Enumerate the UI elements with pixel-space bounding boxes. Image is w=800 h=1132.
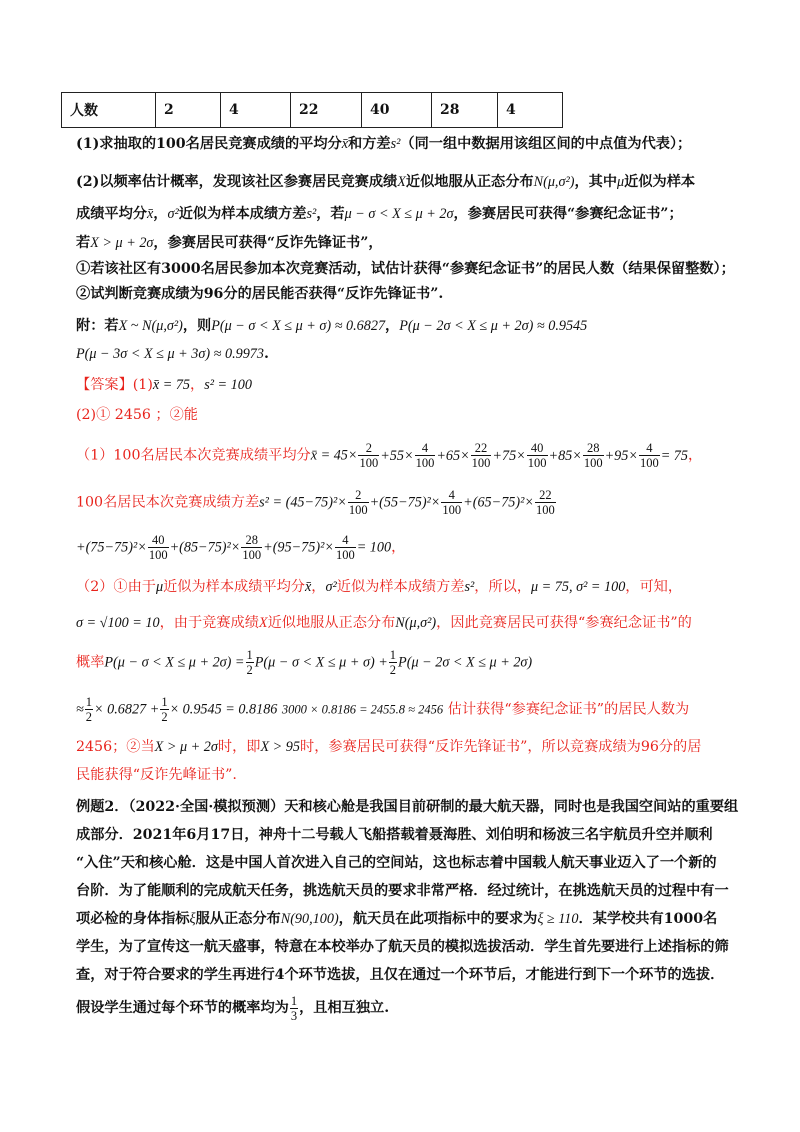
denominator: 100 <box>359 456 379 470</box>
solution-text: 近似为样本成绩平均分 <box>163 579 305 595</box>
table-cell: 4 <box>221 93 291 128</box>
answer-text: (1) <box>132 377 153 393</box>
solution-line-1 <box>76 441 702 470</box>
solution-text: ，所以， <box>474 579 532 595</box>
solution-math: X <box>258 615 268 631</box>
fraction <box>527 441 548 470</box>
solution-text: ，可知， <box>625 579 683 595</box>
q1-mid: 和方差 <box>348 136 391 152</box>
denominator: 2 <box>246 663 253 677</box>
numerator: 1 <box>290 993 298 1008</box>
q1-var-variance: s² <box>390 136 401 152</box>
solution-math: X > μ + 2σ <box>154 739 218 755</box>
question-2-line-2 <box>76 204 683 224</box>
numerator: 1 <box>85 695 93 709</box>
table-row <box>62 93 563 128</box>
solution-text: ， <box>391 539 406 556</box>
solution-math: 3000 × 0.8186 = 2455.8 ≈ 2456 <box>281 702 444 717</box>
appendix-math: X ~ N(μ,σ²) <box>118 318 183 334</box>
fraction <box>160 695 168 724</box>
table-cell: 40 <box>362 93 432 128</box>
solution-math: x̄ = 45× <box>310 447 358 464</box>
q2-var: σ² <box>167 206 179 222</box>
fraction <box>148 533 169 562</box>
answer-math: s² = 100 <box>204 377 252 393</box>
example-text: 假设学生通过每个环节的概率均为 <box>76 1000 289 1016</box>
numerator: 28 <box>241 533 262 548</box>
q2-text: ，参赛居民可获得“参赛纪念证书”； <box>453 206 683 222</box>
numerator: 40 <box>527 441 548 456</box>
formula-operator: = 75 <box>660 447 688 464</box>
example-math: ξ <box>189 911 196 927</box>
q2-text: ，其中 <box>574 174 618 190</box>
answer-label: 【答案】 <box>76 377 133 393</box>
formula-operator: +85× <box>548 447 582 464</box>
denominator: 2 <box>85 710 93 724</box>
solution-text: 近似地服从正态分布 <box>267 615 396 631</box>
numerator: 28 <box>583 441 604 456</box>
denominator: 100 <box>148 548 168 562</box>
q2-text: ，参赛居民可获得“反诈先锋证书”， <box>153 235 383 251</box>
question-2-item-1: ①若该社区有3000名居民参加本次竞赛活动，试估计获得“参赛纪念证书”的居民人数（结果保留整数）； <box>76 261 735 277</box>
solution-math: s² <box>464 579 475 595</box>
example-math: ξ ≥ 110 <box>537 911 579 927</box>
q2-text: 近似为样本 <box>624 174 696 190</box>
denominator: 100 <box>527 456 547 470</box>
formula-operator: +75× <box>492 447 526 464</box>
q2-text: ， <box>153 206 168 222</box>
solution-line-9: 民能获得“反诈先峰证书”. <box>76 767 237 783</box>
numerator: 4 <box>441 488 462 503</box>
q2-text: 近似地服从正态分布 <box>405 174 534 190</box>
fraction <box>85 695 93 724</box>
solution-line-8 <box>76 737 701 757</box>
appendix-text: . <box>263 346 269 362</box>
fraction <box>639 441 660 470</box>
denominator: 100 <box>348 503 368 517</box>
denominator: 2 <box>389 663 397 677</box>
fraction <box>246 648 254 677</box>
q1-var-mean: x̄ <box>341 136 349 152</box>
q2-math: X > μ + 2σ <box>90 235 154 251</box>
solution-math: × 0.9545 = 0.8186 <box>169 701 278 718</box>
appendix-line-1 <box>76 316 587 336</box>
solution-text: 时，参赛居民可获得“反诈先锋证书”，所以竞赛成绩为96分的居 <box>300 739 702 755</box>
solution-text: 2456；②当 <box>76 739 155 755</box>
numerator: 4 <box>415 441 436 456</box>
fraction <box>335 533 356 562</box>
appendix-math: P(μ − σ < X ≤ μ + σ) ≈ 0.6827 <box>211 318 386 334</box>
frequency-table <box>61 92 563 128</box>
q1-text: (1)求抽取的100名居民竞赛成绩的平均分 <box>76 136 342 152</box>
solution-math: P(μ − 2σ < X ≤ μ + 2σ) <box>398 654 533 671</box>
example-math: N(90,100) <box>280 911 339 927</box>
answer-text: ， <box>190 377 205 393</box>
denominator: 100 <box>415 456 435 470</box>
solution-math: +(55−75)²× <box>369 494 441 511</box>
appendix-text: ，则 <box>182 318 212 334</box>
formula-operator: +95× <box>604 447 638 464</box>
fraction <box>389 648 397 677</box>
numerator: 1 <box>246 648 253 662</box>
q2-var: x̄ <box>146 206 154 222</box>
solution-line-6 <box>76 648 532 677</box>
solution-line-5 <box>76 613 692 633</box>
solution-text: 估计获得“参赛纪念证书”的居民人数为 <box>447 701 690 718</box>
table-header-cell: 人数 <box>62 93 156 128</box>
q2-var: μ <box>617 174 625 190</box>
q2-text: 成绩平均分 <box>76 206 147 222</box>
appendix-math: P(μ − 2σ < X ≤ μ + 2σ) ≈ 0.9545 <box>399 318 588 334</box>
example-line-8 <box>76 993 389 1023</box>
answer-math: x̄ = 75 <box>152 377 191 393</box>
table-cell: 2 <box>156 93 221 128</box>
appendix-math: P(μ − 3σ < X ≤ μ + 3σ) ≈ 0.9973 <box>76 346 264 362</box>
solution-math: σ = √100 = 10 <box>76 615 160 631</box>
fraction <box>441 488 462 517</box>
numerator: 22 <box>471 441 492 456</box>
denominator: 100 <box>471 456 491 470</box>
solution-math: μ = 75, σ² = 100 <box>531 579 626 595</box>
numerator: 22 <box>535 488 556 503</box>
appendix-line-2 <box>76 344 269 364</box>
table-cell: 4 <box>498 93 563 128</box>
fraction <box>415 441 436 470</box>
solution-text: （2）①由于 <box>76 579 156 595</box>
table-cell: 28 <box>432 93 498 128</box>
fraction <box>348 488 369 517</box>
question-2-item-2: ②试判断竞赛成绩为96分的居民能否获得“反诈先锋证书”. <box>76 286 444 302</box>
solution-math: ≈ <box>76 701 84 718</box>
q2-text: ，若 <box>316 206 345 222</box>
q2-var: X <box>397 174 406 190</box>
answer-line-1 <box>76 375 252 395</box>
numerator: 2 <box>358 441 379 456</box>
appendix-text: 附：若 <box>76 318 119 334</box>
solution-math: +(95−75)²× <box>263 539 334 556</box>
q1-note: （同一组中数据用该组区间的中点值为代表）； <box>400 136 692 152</box>
fraction <box>290 994 298 1023</box>
numerator: 40 <box>148 533 169 548</box>
denominator: 100 <box>442 503 462 517</box>
denominator: 100 <box>583 456 603 470</box>
solution-math: +(75−75)²× <box>76 539 147 556</box>
solution-text: ，因此竞赛居民可获得“参赛纪念证书”的 <box>436 615 692 631</box>
solution-text: ， <box>688 447 703 464</box>
solution-math: P(μ − σ < X ≤ μ + 2σ) = <box>104 654 245 671</box>
q2-var: s² <box>306 206 317 222</box>
solution-math: +(65−75)²× <box>463 494 534 511</box>
solution-math: σ² <box>325 579 337 595</box>
q2-text: 若 <box>76 235 91 251</box>
solution-text: 100名居民本次竞赛成绩方差 <box>76 494 260 511</box>
solution-math: X > 95 <box>260 739 300 755</box>
q2-text: (2)以频率估计概率，发现该社区参赛居民竞赛成绩 <box>76 174 398 190</box>
example-line-3: “入住”天和核心舱．这是中国人首次进入自己的空间站，这也标志着中国载人航天事业迈入了一个新的 <box>76 855 717 871</box>
denominator: 100 <box>535 503 555 517</box>
question-1 <box>76 134 691 154</box>
formula-operator: +65× <box>436 447 470 464</box>
solution-line-4 <box>76 577 682 597</box>
example-line-4: 台阶．为了能顺利的完成航天任务，挑选航天员的要求非常严格．经过统计，在挑选航天员的过程中有一 <box>76 883 729 899</box>
denominator: 100 <box>242 548 262 562</box>
question-2-line-3 <box>76 233 383 253</box>
solution-math: μ <box>155 579 164 595</box>
solution-math: +(85−75)²× <box>169 539 241 556</box>
example-line-6: 学生，为了宣传这一航天盛事，特意在本校举办了航天员的模拟选拔活动．学生首先要进行上述指标的筛 <box>76 939 729 955</box>
fraction <box>358 441 379 470</box>
denominator: 100 <box>335 548 355 562</box>
solution-math: x̄ <box>304 579 312 595</box>
fraction <box>583 441 604 470</box>
example-line-7: 查，对于符合要求的学生再进行4个环节选拔，且仅在通过一个环节后，才能进行到下一个环节的选拔． <box>76 967 725 983</box>
numerator: 1 <box>161 695 168 709</box>
q2-math: N(μ,σ²) <box>533 174 575 190</box>
numerator: 4 <box>335 533 356 548</box>
fraction <box>471 441 492 470</box>
answer-line-2: (2)① 2456 ；②能 <box>76 407 198 423</box>
numerator: 1 <box>389 648 397 662</box>
solution-math: = 100 <box>356 539 392 556</box>
solution-text: 近似为样本成绩方差 <box>336 579 465 595</box>
formula-operator: +55× <box>380 447 414 464</box>
solution-line-7 <box>76 695 689 724</box>
solution-text: 时，即 <box>217 739 261 755</box>
denominator: 100 <box>639 456 659 470</box>
appendix-text: ， <box>385 318 400 334</box>
solution-text: ，由于竞赛成绩 <box>159 615 259 631</box>
example-text: ，且相互独立. <box>299 1000 390 1016</box>
denominator: 3 <box>290 1008 298 1023</box>
fraction <box>535 488 556 517</box>
example-text: 服从正态分布 <box>195 911 281 927</box>
q2-text: 近似为样本成绩方差 <box>178 206 307 222</box>
table-cell: 22 <box>291 93 362 128</box>
numerator: 2 <box>348 488 369 503</box>
solution-line-2 <box>76 488 557 517</box>
mean-formula-terms <box>357 441 688 470</box>
denominator: 2 <box>161 710 168 724</box>
example-text: ，航天员在此项指标中的要求为 <box>338 911 538 927</box>
example-line-2: 成部分．2021年6月17日，神舟十二号载人飞船搭载着聂海胜、刘伯明和杨波三名宇航员升空并顺利 <box>76 827 713 843</box>
solution-math: × 0.6827 + <box>94 701 160 718</box>
numerator: 4 <box>639 441 660 456</box>
example-text: 项必检的身体指标 <box>76 911 190 927</box>
solution-math: N(μ,σ²) <box>395 615 437 631</box>
solution-text: ， <box>311 579 326 595</box>
fraction <box>241 533 262 562</box>
q2-math: μ − σ < X ≤ μ + 2σ <box>344 206 454 222</box>
solution-line-3 <box>76 533 405 562</box>
example-line-1: 例题2．（2022·全国·模拟预测）天和核心舱是我国目前研制的最大航天器，同时也是我国空间站的重要组 <box>76 799 739 815</box>
example-text: ．某学校共有1000名 <box>578 911 718 927</box>
solution-text: 概率 <box>76 654 105 671</box>
question-2-line-1 <box>76 172 695 192</box>
solution-math: s² = (45−75)²× <box>259 494 347 511</box>
solution-text: （1）100名居民本次竞赛成绩平均分 <box>76 447 311 464</box>
solution-math: P(μ − σ < X ≤ μ + σ) + <box>254 654 388 671</box>
example-line-5 <box>76 909 717 929</box>
